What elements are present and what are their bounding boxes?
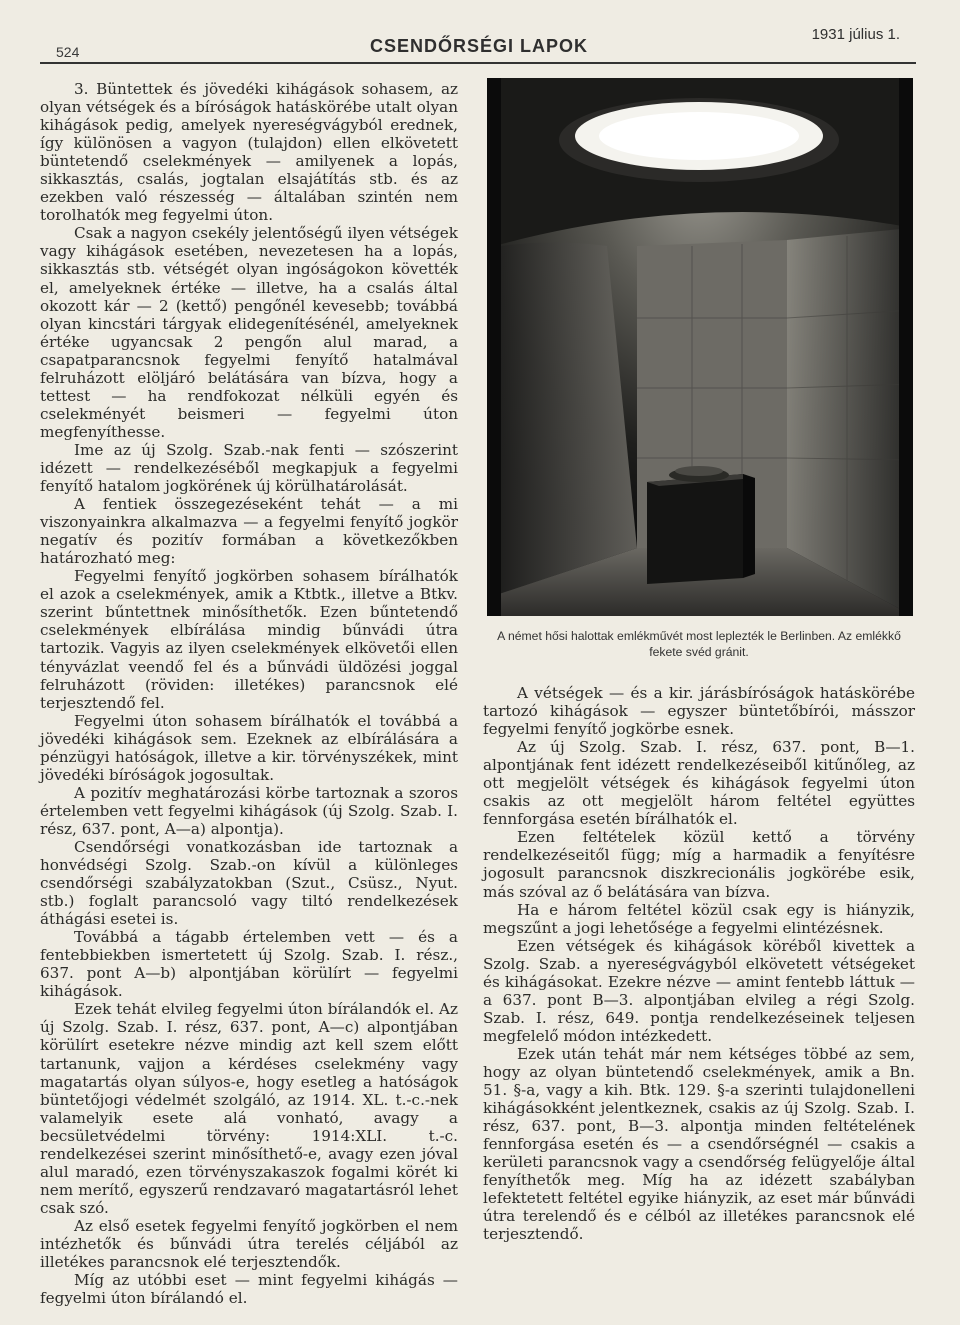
paragraph: Az első esetek fegyelmi fenyítő jogkörben el nem intézhetők és bűnvádi útra terelés céljából az illetékes parancsnok elé terjesztendők. xyxy=(40,1216,458,1272)
memorial-interior-illustration xyxy=(487,78,913,616)
memorial-photo xyxy=(487,78,913,616)
right-text-column xyxy=(483,684,915,1299)
left-text-column xyxy=(40,80,458,1308)
paragraph: Ezek után tehát már nem kétséges többé az sem, hogy az olyan büntetendő cselekmények, amik a Bn. 51. §-a, vagy a kih. Btk. 129. §-a szerinti tulajdonelleni kihágásokként jelentkeznek, csakis az új Szolg. Szab. I. rész, 637. pont, B—3. alpontja minden feltételének fennforgása esetén és — a csendőrségnél — csakis a kerületi parancsnok vagy a csendőrség felügyelője által fenyíthetők meg. Míg ha az idézett szabályban lefektetett feltétel egyike hiányzik, az eset már bűnvádi útra terelendő és e célból az illetékes parancsnok elé terjesztendő. xyxy=(483,1044,915,1244)
paragraph: Ezek tehát elvileg fegyelmi úton bírálandók el. Az új Szolg. Szab. I. rész, 637. pont, A—c) alpontjában körülírt esetekre nézve mindig azt kell szem előtt tartanunk, vajjon a kérdéses cselekmény vagy magatartás olyan súlyos-e, hogy esetleg a hatóságok büntetőjogi védelmét szolgáló, az 1914. XL. t.-c.-nek valamelyik esete alá vonható, avagy a becsületvédelmi törvény: 1914:XLI. t.-c. rendelkezései szerint minősíthető-e, avagy ezen jóval alul maradó, ezen törvényszakaszok fogalmi körét ki nem merítő, egyszerű rendzavaró magatartásról lehet csak szó. xyxy=(40,1000,458,1217)
photo-caption: A német hősi halottak emlékművét most leplezték le Berlinben. Az emlékkő fekete svéd gránit. xyxy=(497,629,901,659)
paragraph: Továbbá a tágabb értelemben vett — és a fentebbiekben ismertetett új Szolg. Szab. I. rész., 637. pont A—b) alpontjában körülírt — fegyelmi kihágások. xyxy=(40,928,458,1001)
paragraph: Fegyelmi úton sohasem bírálhatók el továbbá a jövedéki kihágások sem. Ezeknek az elbírálására a pénzügyi hatóságok, illetve a kir. törvényszékek, mint jövedéki bíróságok jogosultak. xyxy=(40,711,458,784)
page-number: 524 xyxy=(56,44,80,60)
paragraph: Az új Szolg. Szab. I. rész, 637. pont, B—1. alpontjának fent idézett rendelkezéseiből kitűnőleg, az ott megjelölt vétségek és kihágások fegyelmi úton csakis az ott megjelölt három feltétel együttes fennforgása esetén bírálhatók el. xyxy=(483,738,915,829)
paragraph: Míg az utóbbi eset — mint fegyelmi kihágás — fegyelmi úton bírálandó el. xyxy=(40,1271,458,1308)
paragraph: Csak a nagyon csekély jelentőségű ilyen vétségek vagy kihágások esetében, nevezetesen ha a lopás, sikkasztás stb. vétségét olyan ingóságokon követték el, amelyeknek értéke — illetve, ha a csalás által okozott kár — 2 (kettő) pengőnél kevesebb; továbbá olyan kincstári tárgyak elidegenítésénél, amelyeknek értéke ugyancsak 2 pengőn alul marad, a csapatparancsnok fegyelmi fenyítő hatalmával felruházott elöljáró belátására van bízva, hogy a tettest — ha rendfokozat nélküli egyén és cselekményét beismeri — fegyelmi úton megfenyíthesse. xyxy=(40,224,458,441)
paragraph: 3. Büntettek és jövedéki kihágások sohasem, az olyan vétségek és a bíróságok hatáskörébe utalt olyan kihágások pedig, amelyek nyereségvágyból erednek, így különösen a vagyon (tulajdon) ellen elkövetett büntetendő cselekmények — amilyenek a lopás, sikkasztás, csalás, jogtalan elsajátítás stb. és az ezekben való részesség — általában szintén nem torolhatók meg fegyelmi úton. xyxy=(40,80,458,225)
journal-title: CSENDŐRSÉGI LAPOK xyxy=(370,36,589,56)
paragraph: Ha e három feltétel közül csak egy is hiányzik, megszűnt a jogi lehetősége a fegyelmi elintézésnek. xyxy=(483,900,915,937)
paragraph: Ezen vétségek és kihágások köréből kivettek a Szolg. Szab. a nyereségvágyból elkövetett vétségeket és kihágásokat. Ezekre nézve — amint fentebb láttuk — a 637. pont B—3. alpontjában elvileg a régi Szolg. Szab. I. rész, 649. pontja rendelkezéseinek teljesen megfelelő módon intézkedett. xyxy=(483,936,915,1045)
paragraph: Csendőrségi vonatkozásban ide tartoznak a honvédségi Szolg. Szab.-on kívül a különleges csendőrségi szabályzatokban (Szut., Csüsz., Nyut. stb.) foglalt parancsoló vagy tiltó rendelkezések áthágási esetei is. xyxy=(40,837,458,929)
paragraph: Ime az új Szolg. Szab.-nak fenti — szószerint idézett — rendelkezéséből megkapjuk a fegyelmi fenyítő hatalom jogkörének új körülhatárolását. xyxy=(40,440,458,496)
paragraph: A pozitív meghatározási körbe tartoznak a szoros értelemben vett fegyelmi kihágások (új Szolg. Szab. I. rész, 637. pont, A—a) alpontja). xyxy=(40,783,458,838)
paragraph: A fentiek összegezéseként tehát — a mi viszonyainkra alkalmazva — a fegyelmi fenyítő jogkör negatív és pozitív formában a következőkben határozható meg: xyxy=(40,495,458,568)
issue-date: 1931 július 1. xyxy=(811,26,900,43)
paragraph: A vétségek — és a kir. járásbíróságok hatáskörébe tartozó kihágások — egyszer büntetőbírói, másszor fegyelmi fenyítő jogkörbe esnek. xyxy=(483,684,915,739)
paragraph: Ezen feltételek közül kettő a törvény rendelkezéseitől függ; míg a harmadik a fenyítésre jogosult parancsnok diszkrecionális jogkörébe esik, más szóval az ő belátására van bízva. xyxy=(483,828,915,901)
page-header xyxy=(40,22,916,64)
paragraph: Fegyelmi fenyítő jogkörben sohasem bírálhatók el azok a cselekmények, amik a Ktbtk., illetve a Btkv. szerint bűntettnek minősíthetők. Ezen bűntetendő cselekmények elbírálása mindig bűnvádi útra tartozik. Vagyis az ilyen cselekmények elkövetői ellen tényvázlat veendő fel és a bűnvádi üldözési joggal felruházott (röviden: illetékes) parancsnok elé terjesztendő fel. xyxy=(40,567,458,712)
